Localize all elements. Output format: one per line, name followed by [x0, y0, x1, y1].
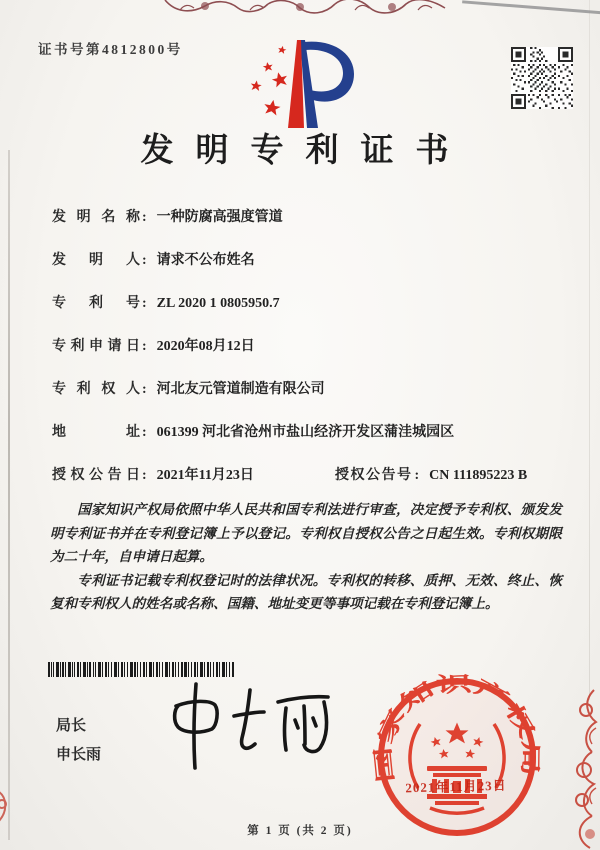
legal-paragraph-1: 国家知识产权局依照中华人民共和国专利法进行审查，决定授予专利权、颁发发明专利证书并在专利登记簿上予以登记。专利权自授权公告之日起生效。专利权期限为二十年，自申请日起算。 — [50, 502, 562, 565]
bottom-left-ornament — [0, 786, 16, 826]
field-label: 地址 — [52, 425, 140, 440]
signer-title: 局长 — [56, 718, 87, 734]
top-ornament-border — [160, 0, 450, 18]
field-value: 请求不公布姓名 — [156, 253, 255, 268]
field-value: 061399 河北省沧州市盐山经济开发区蒲洼城园区 — [156, 425, 455, 440]
certificate-number: 证书号第4812800号 — [38, 42, 183, 57]
field-value: CN 111895223 B — [429, 468, 528, 483]
paper-edge-right — [589, 0, 591, 700]
field-patentee: 专利权人 : 河北友元管道制造有限公司 — [52, 378, 560, 399]
field-value: ZL 2020 1 0805950.7 — [156, 296, 280, 311]
page-number: 第 1 页 (共 2 页) — [247, 825, 353, 837]
field-label: 专利权人 — [52, 382, 140, 397]
paper-fold-line — [462, 0, 600, 14]
cnipa-logo-icon — [238, 34, 362, 132]
field-label: 发明名称 — [52, 210, 140, 225]
field-address: 地址 : 061399 河北省沧州市盐山经济开发区蒲洼城园区 — [52, 421, 560, 442]
field-label: 授权公告日 — [52, 468, 140, 483]
field-invention-name: 发明名称 : 一种防腐高强度管道 — [52, 206, 560, 227]
field-application-date: 专利申请日 : 2020年08月12日 — [52, 335, 560, 356]
seal-text: 国家知识产权局 — [372, 672, 542, 784]
signature-icon — [158, 676, 343, 776]
field-label: 发明人 — [52, 253, 140, 268]
seal-date: 2021年11月23日 — [405, 777, 507, 796]
field-inventor: 发明人 : 请求不公布姓名 — [52, 249, 560, 270]
legal-paragraph-2: 专利证书记载专利权登记时的法律状况。专利权的转移、质押、无效、终止、恢复和专利权人的姓名或名称、国籍、地址变更等事项记载在专利登记簿上。 — [50, 572, 562, 612]
paper-edge-left — [8, 150, 10, 840]
field-label: 专利申请日 — [52, 339, 140, 354]
signer-block — [56, 712, 101, 770]
field-value: 2020年08月12日 — [156, 339, 255, 354]
official-seal-stamp — [372, 672, 542, 842]
field-value: 一种防腐高强度管道 — [156, 210, 283, 225]
field-value: 2021年11月23日 — [156, 468, 254, 483]
signer-name: 申长雨 — [56, 747, 102, 763]
barcode-icon — [48, 662, 235, 677]
field-grant-date-and-number: 授权公告日 : 2021年11月23日 授权公告号 : CN 111895223 B — [52, 464, 560, 485]
field-patent-number: 专利号 : ZL 2020 1 0805950.7 — [52, 292, 560, 313]
field-label: 专利号 — [52, 296, 140, 311]
field-value: 河北友元管道制造有限公司 — [156, 382, 325, 397]
certificate-title: 发明专利证书 — [140, 133, 471, 169]
certificate-fields — [52, 206, 560, 507]
legal-text — [50, 498, 562, 616]
qr-code-icon — [511, 47, 573, 109]
field-label: 授权公告号 — [335, 468, 413, 483]
field-grant-number: 授权公告号 : CN 111895223 B — [335, 468, 528, 483]
